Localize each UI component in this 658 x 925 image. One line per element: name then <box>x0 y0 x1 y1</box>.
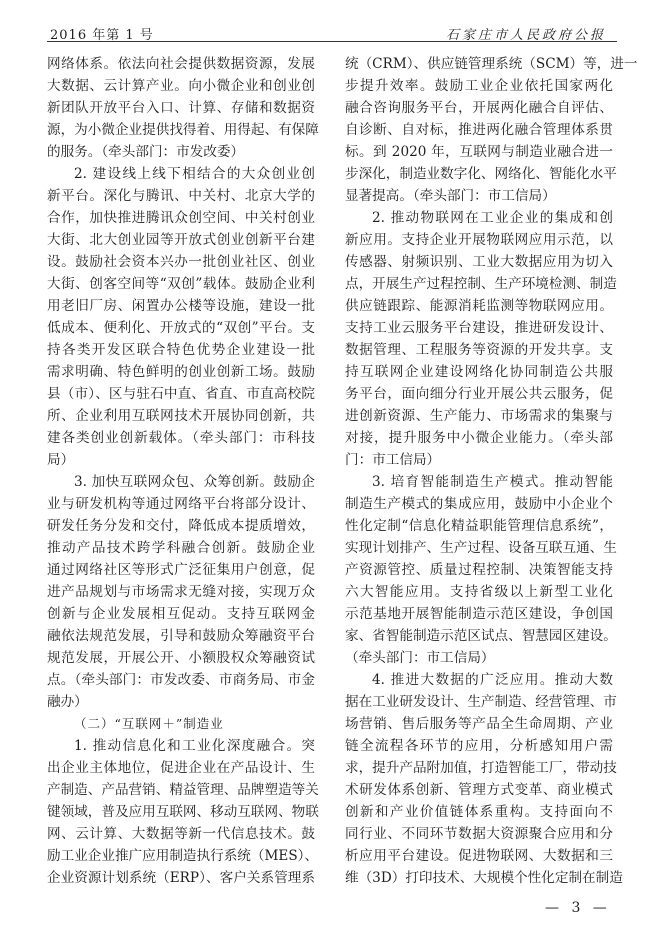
text-line: 企业资源计划系统（ERP）、客户关系管理系 <box>47 870 315 886</box>
text-line: 县（市）、区与驻石中直、省直、市直高校院 <box>47 386 315 402</box>
text-line: 业与研发机构等通过网络平台将部分设计、 <box>47 496 315 512</box>
text-line: 1. 推动信息化和工业化深度融合。突 <box>74 738 315 754</box>
text-line: 场营销、售后服务等产品全生命周期、产业 <box>345 716 613 732</box>
text-line: 2. 建设线上线下相结合的大众创业创 <box>74 166 315 182</box>
text-line: 产资源管控、质量过程控制、决策智能支持 <box>345 562 613 578</box>
text-line: 六大智能应用。支持省级以上新型工业化 <box>345 584 613 600</box>
text-line: 实现计划排产、生产过程、设备互联互通、生 <box>345 540 617 556</box>
text-line: 据在工业研发设计、生产制造、经营管理、市 <box>345 694 617 710</box>
text-line: 建各类创业创新载体。（牵头部门：市科技 <box>47 430 315 446</box>
text-line: 新团队开放平台入口、计算、存储和数据资 <box>47 100 315 116</box>
text-line: 所、企业利用互联网技术开展协同创新，共 <box>47 408 315 424</box>
text-line: 维（3D）打印技术、大规模个性化定制在制造 <box>345 870 623 886</box>
text-line: 融依法规范发展，引导和鼓励众筹融资平台 <box>47 628 315 644</box>
text-line: 3. 培育智能制造生产模式。推动智能 <box>372 474 613 490</box>
text-line: 需求明确、特色鲜明的创业创新工场。鼓励 <box>47 364 315 380</box>
right-column <box>345 53 638 889</box>
text-line: 大数据、云计算产业。向小微企业和创业创 <box>47 78 315 94</box>
text-line: 传感器、射频识别、工业大数据应用为切入 <box>345 254 613 270</box>
text-line: 持互联网企业建设网络化协同制造公共服 <box>345 364 613 380</box>
text-line: 研发任务分发和交付，降低成本提质增效， <box>47 518 315 534</box>
text-line: 数据管理、工程服务等资源的开发共享。支 <box>345 342 613 358</box>
text-line: 标。到 2020 年，互联网与制造业融合进一 <box>345 144 613 160</box>
text-line: 新平台。深化与腾讯、中关村、北京大学的 <box>47 188 315 204</box>
text-line: 新应用。支持企业开展物联网应用示范，以 <box>345 232 613 248</box>
text-line: 支持工业云服务平台建设，推进研发设计、 <box>345 320 613 336</box>
text-line: 大街、北大创业园等开放式创业创新平台建 <box>47 232 315 248</box>
text-line: 创新和产业价值链体系重构。支持面向不 <box>345 804 613 820</box>
text-line: 自诊断、自对标，推进两化融合管理体系贯 <box>345 122 613 138</box>
section-heading: （二）“互联网＋”制造业 <box>74 716 224 731</box>
text-line: 融合咨询服务平台，开展两化融合自评估、 <box>345 100 613 116</box>
text-line: 门：市工信局） <box>345 452 441 468</box>
text-line: 4. 推进大数据的广泛应用。推动大数 <box>372 672 613 688</box>
text-line: 用老旧厂房、闲置办公楼等设施，建设一批 <box>47 298 315 314</box>
text-line: 对接，提升服务中小微企业能力。（牵头部 <box>345 430 613 446</box>
text-line: 术研发体系创新、管理方式变革、商业模式 <box>345 782 613 798</box>
text-line: 网、云计算、大数据等新一代信息技术。鼓 <box>47 826 315 842</box>
text-line: 网络体系。依法向社会提供数据资源，发展 <box>47 56 315 72</box>
text-line: （牵头部门：市工信局） <box>345 650 495 666</box>
text-line: 性化定制“信息化精益职能管理信息系统”， <box>345 518 613 534</box>
text-line: 同行业、不同环节数据大资源聚合应用和分 <box>345 826 613 842</box>
text-line: 大街、创客空间等“双创”载体。鼓励企业利 <box>47 276 315 292</box>
publication-title: 石家庄市人民政府公报 <box>445 28 606 43</box>
text-line: 低成本、便利化、开放式的“双创”平台。支 <box>47 320 315 336</box>
text-line: 析应用平台建设。促进物联网、大数据和三 <box>345 848 613 864</box>
text-line: 产制造、产品营销、精益管理、品牌塑造等关 <box>47 782 319 798</box>
page-number: — 3 — <box>545 900 611 916</box>
text-line: 家、省智能制造示范区试点、智慧园区建设。 <box>345 628 617 644</box>
text-line: 励工业企业推广应用制造执行系统（MES）、 <box>47 848 319 864</box>
text-line: 源，为小微企业提供找得着、用得起、有保障 <box>47 122 319 138</box>
header-divider <box>47 41 617 42</box>
text-line: 2. 推动物联网在工业企业的集成和创 <box>372 210 613 226</box>
left-column <box>47 53 319 889</box>
text-line: 出企业主体地位，促进企业在产品设计、生 <box>47 760 315 776</box>
text-line: 的服务。（牵头部门：市发改委） <box>47 144 245 160</box>
text-line: 制造生产模式的集成应用，鼓励中小企业个 <box>345 496 613 512</box>
text-line: 务平台，面向细分行业开展公共云服务，促 <box>345 386 613 402</box>
text-line: 3. 加快互联网众包、众筹创新。鼓励企 <box>74 474 315 490</box>
text-line: 统（CRM）、供应链管理系统（SCM）等，进一 <box>345 56 638 72</box>
text-line: 供应链跟踪、能源消耗监测等物联网应用。 <box>345 298 613 314</box>
text-line: 点。（牵头部门：市发改委、市商务局、市金 <box>47 672 315 688</box>
text-line: 键领域，普及应用互联网、移动互联网、物联 <box>47 804 319 820</box>
text-line: 局） <box>47 452 75 468</box>
text-line: 持各类开发区联合特色优势企业建设一批 <box>47 342 315 358</box>
text-line: 求，提升产品附加值，打造智能工厂，带动技 <box>345 760 617 776</box>
text-line: 步深化，制造业数字化、网络化、智能化水平 <box>345 166 617 182</box>
text-line: 步提升效率。鼓励工业企业依托国家两化 <box>345 78 613 94</box>
text-line: 通过网络社区等形式广泛征集用户创意，促 <box>47 562 315 578</box>
text-line: 推动产品技术跨学科融合创新。鼓励企业 <box>47 540 315 556</box>
text-line: 示范基地开展智能制造示范区建设，争创国 <box>345 606 613 622</box>
issue-label: 2016 年第 1 号 <box>50 28 154 43</box>
text-line: 融办） <box>47 694 88 710</box>
text-line: 规范发展，开展公开、小额股权众筹融资试 <box>47 650 315 666</box>
text-line: 进产品规划与市场需求无缝对接，实现万众 <box>47 584 315 600</box>
text-line: 进创新资源、生产能力、市场需求的集聚与 <box>345 408 613 424</box>
text-line: 点，开展生产过程控制、生产环境检测、制造 <box>345 276 617 292</box>
text-line: 创新与企业发展相互促动。支持互联网金 <box>47 606 315 622</box>
text-line: 合作，加快推进腾讯众创空间、中关村创业 <box>47 210 315 226</box>
text-line: 链全流程各环节的应用，分析感知用户需 <box>345 738 613 754</box>
text-line: 显著提高。（牵头部门：市工信局） <box>345 188 556 204</box>
text-line: 设。鼓励社会资本兴办一批创业社区、创业 <box>47 254 315 270</box>
